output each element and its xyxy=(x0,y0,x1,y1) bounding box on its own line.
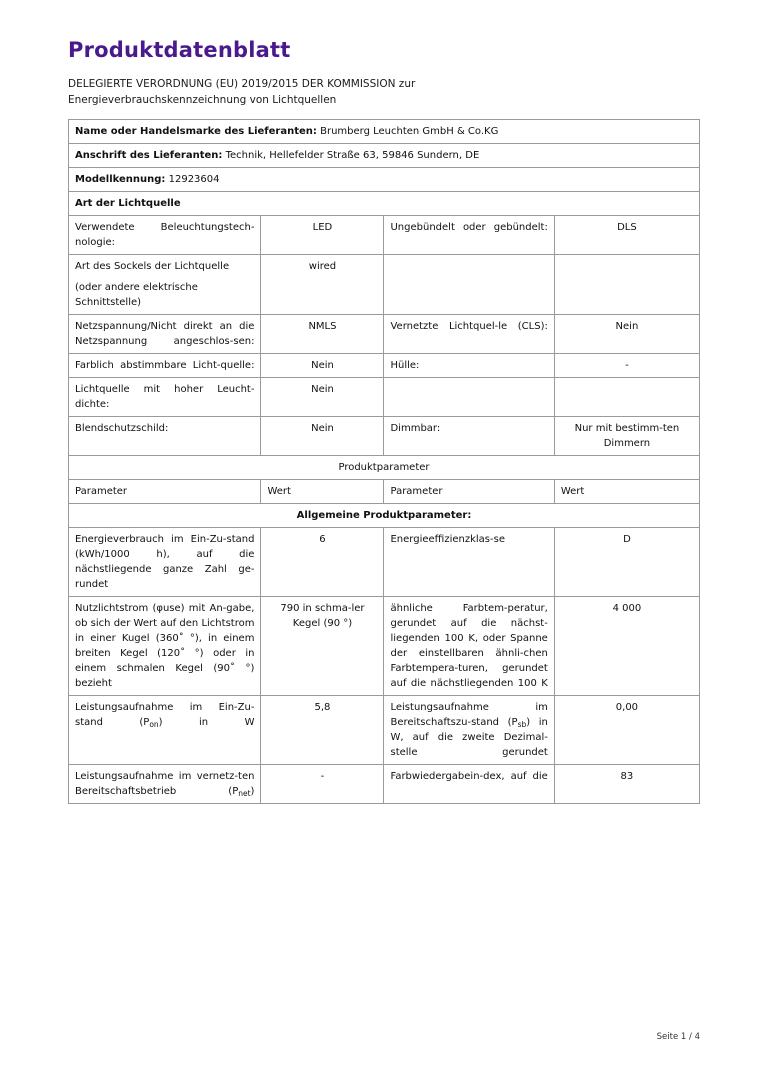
row-label-dimmable: Dimmbar: xyxy=(384,416,554,455)
row-label-power-networked-standby xyxy=(69,764,261,803)
table-row-model xyxy=(69,167,700,191)
supplier-address-cell xyxy=(69,143,700,167)
row-label-energy-class: Energieeffizienzklas-se xyxy=(384,527,554,596)
param-header-parameter: Parameter xyxy=(69,479,261,503)
row-label-directional: Ungebündelt oder gebündelt: xyxy=(384,215,554,254)
row-label-power-on-mode xyxy=(69,695,261,764)
supplier-name-label: Name oder Handelsmarke des Lieferanten: xyxy=(75,125,317,137)
row-label-power-on-mode-pre: Leistungsaufnahme im Ein-Zu-stand (P xyxy=(75,701,255,728)
table-row-section-general-parameters xyxy=(69,503,700,527)
section-general-parameters: Allgemeine Produktparameter: xyxy=(69,503,700,527)
table-row xyxy=(69,527,700,596)
param-header-value-2: Wert xyxy=(554,479,699,503)
row-label-anti-glare-shield: Blendschutzschild: xyxy=(69,416,261,455)
row-label-cap-type-line2: (oder andere elektrische Schnittstelle) xyxy=(75,281,198,308)
row-value-power-standby: 0,00 xyxy=(554,695,699,764)
row-label-envelope: Hülle: xyxy=(384,353,554,377)
param-header-parameter-2: Parameter xyxy=(384,479,554,503)
supplier-address-label: Anschrift des Lieferanten: xyxy=(75,149,223,161)
row-label-power-networked-standby-pre: Leistungsaufnahme im vernetz-ten Bereitschaftsbetrieb (P xyxy=(75,770,255,797)
row-value-power-on-mode: 5,8 xyxy=(261,695,384,764)
row-label-colour-rendering-index: Farbwiedergabein-dex, auf die xyxy=(384,764,554,803)
row-label-power-standby xyxy=(384,695,554,764)
row-label-high-luminance: Lichtquelle mit hoher Leucht-dichte: xyxy=(69,377,261,416)
row-value-anti-glare-shield: Nein xyxy=(261,416,384,455)
row-label-mains-voltage: Netzspannung/Nicht direkt an die Netzspannung angeschlos-sen: xyxy=(69,314,261,353)
page-footer: Seite 1 / 4 xyxy=(656,1032,700,1042)
model-cell xyxy=(69,167,700,191)
table-row xyxy=(69,353,700,377)
table-row xyxy=(69,416,700,455)
table-row xyxy=(69,377,700,416)
row-label-power-standby-sub: sb xyxy=(517,719,527,729)
row-value-directional: DLS xyxy=(554,215,699,254)
regulation-intro xyxy=(68,76,700,109)
row-label-high-luminance-empty xyxy=(384,377,554,416)
row-value-energy-class: D xyxy=(554,527,699,596)
table-row-supplier-address xyxy=(69,143,700,167)
row-value-dimmable: Nur mit bestimm-ten Dimmern xyxy=(554,416,699,455)
section-light-source-type: Art der Lichtquelle xyxy=(69,191,700,215)
row-label-power-networked-standby-post: ) xyxy=(250,785,255,797)
param-header-value: Wert xyxy=(261,479,384,503)
row-value-cap-type: wired xyxy=(261,254,384,314)
row-label-power-on-mode-sub: on xyxy=(149,719,159,729)
table-row xyxy=(69,596,700,695)
table-row-param-header xyxy=(69,479,700,503)
table-row xyxy=(69,314,700,353)
table-row xyxy=(69,254,700,314)
row-label-power-on-mode-post: ) in W xyxy=(158,716,255,728)
row-value-useful-luminous-flux: 790 in schma-ler Kegel (90 °) xyxy=(261,596,384,695)
row-value-mains-voltage: NMLS xyxy=(261,314,384,353)
datasheet-table xyxy=(68,119,700,804)
row-label-cap-empty xyxy=(384,254,554,314)
row-label-cap-type xyxy=(69,254,261,314)
row-label-power-standby-pre: Leistungsaufnahme im Bereitschaftszu-stand (P xyxy=(390,701,548,728)
row-value-high-luminance-empty xyxy=(554,377,699,416)
supplier-name-value: Brumberg Leuchten GmbH & Co.KG xyxy=(320,125,499,137)
table-row xyxy=(69,764,700,803)
page-title: Produktdatenblatt xyxy=(68,38,291,62)
row-value-cap-empty xyxy=(554,254,699,314)
row-value-high-luminance: Nein xyxy=(261,377,384,416)
row-value-power-networked-standby: - xyxy=(261,764,384,803)
row-value-connected-light-source: Nein xyxy=(554,314,699,353)
model-value: 12923604 xyxy=(168,173,220,185)
row-value-energy-consumption: 6 xyxy=(261,527,384,596)
table-row-supplier-name xyxy=(69,119,700,143)
row-value-envelope: - xyxy=(554,353,699,377)
model-label: Modellkennung: xyxy=(75,173,166,185)
table-row xyxy=(69,695,700,764)
row-value-lighting-technology: LED xyxy=(261,215,384,254)
table-row xyxy=(69,215,700,254)
regulation-intro-line2: Energieverbrauchskennzeichnung von Lichtquellen xyxy=(68,94,337,107)
row-label-colour-tunable: Farblich abstimmbare Licht-quelle: xyxy=(69,353,261,377)
row-label-correlated-colour-temperature: ähnliche Farbtem-peratur, gerundet auf die nächst-liegenden 100 K, oder Spanne der einstellbaren ähnli-chen Farbtempera-turen, gerundet auf die nächstliegenden 100 K xyxy=(384,596,554,695)
row-label-energy-consumption: Energieverbrauch im Ein-Zu-stand (kWh/1000 h), auf die nächstliegende ganze Zahl ge-rundet xyxy=(69,527,261,596)
regulation-intro-line1: DELEGIERTE VERORDNUNG (EU) 2019/2015 DER KOMMISSION zur xyxy=(68,78,416,90)
row-label-lighting-technology: Verwendete Beleuchtungstech-nologie: xyxy=(69,215,261,254)
row-label-useful-luminous-flux: Nutzlichtstrom (φuse) mit An-gabe, ob sich der Wert auf den Lichtstrom in einer Kugel (360˚ °), in einem breiten Kegel (120˚ °) oder in einem schmalen Kegel (90˚ °) bezieht xyxy=(69,596,261,695)
section-product-parameters: Produktparameter xyxy=(69,455,700,479)
row-label-cap-type-line1: Art des Sockels der Lichtquelle xyxy=(75,260,230,272)
row-label-power-standby-post: ) in W, auf die zweite Dezimal-stelle gerundet xyxy=(390,716,548,758)
row-value-correlated-colour-temperature: 4 000 xyxy=(554,596,699,695)
table-row-section-light-source xyxy=(69,191,700,215)
table-row-section-product-parameters xyxy=(69,455,700,479)
supplier-address-value: Technik, Hellefelder Straße 63, 59846 Sundern, DE xyxy=(225,149,480,161)
row-value-colour-rendering-index: 83 xyxy=(554,764,699,803)
supplier-name-cell xyxy=(69,119,700,143)
row-value-colour-tunable: Nein xyxy=(261,353,384,377)
row-label-power-networked-standby-sub: net xyxy=(238,788,251,798)
row-label-connected-light-source: Vernetzte Lichtquel-le (CLS): xyxy=(384,314,554,353)
